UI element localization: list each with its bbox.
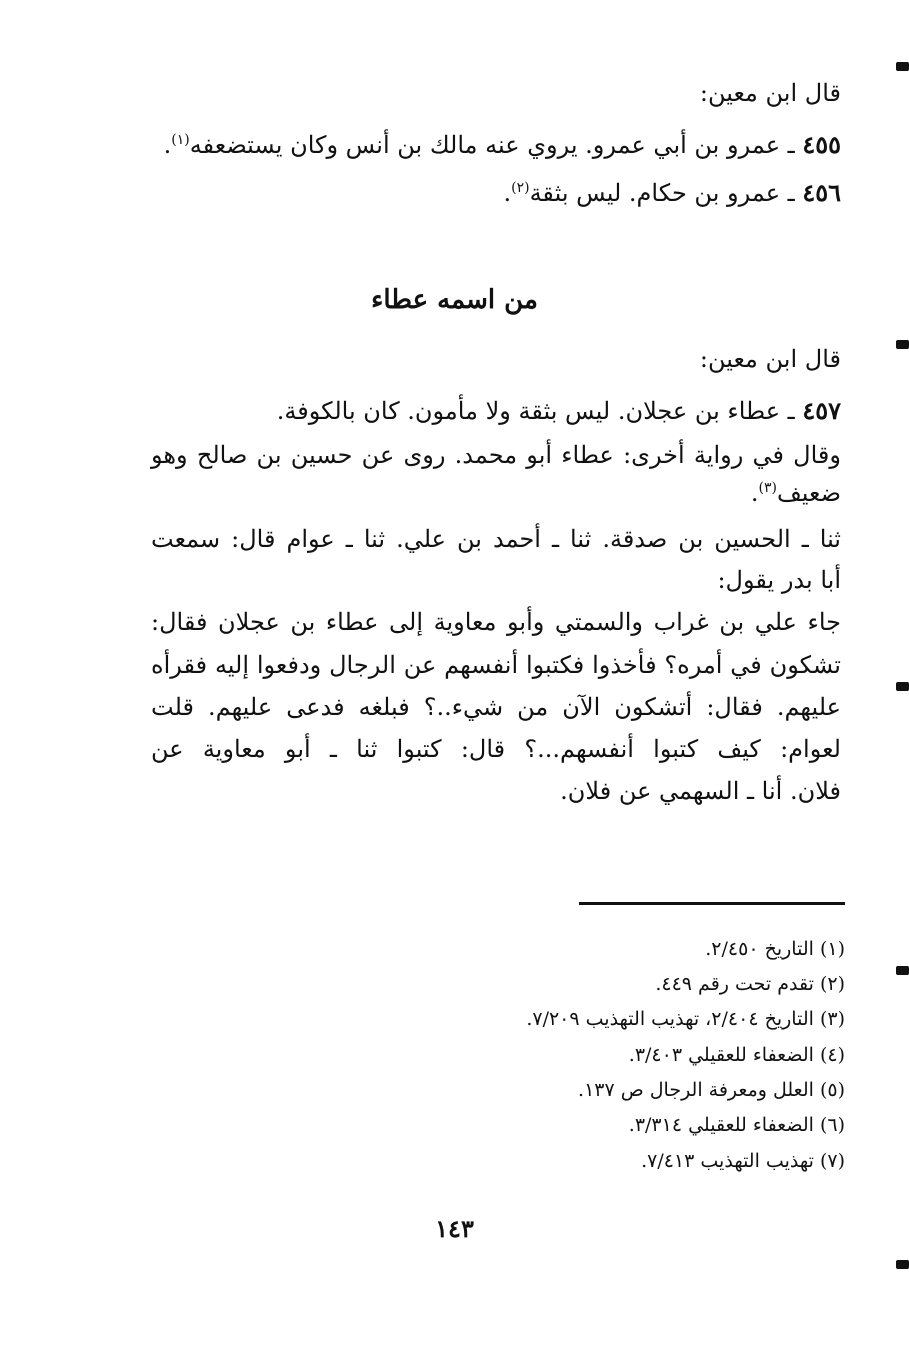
- footnote-text: الضعفاء للعقيلي ٣/٤٠٣.: [628, 1044, 814, 1066]
- footnote-number: (٣): [819, 1008, 845, 1030]
- footnote-number: (٢): [819, 973, 845, 995]
- entry-dash: ـ: [780, 131, 803, 159]
- entry-457: [151, 392, 841, 430]
- entry-end: .: [163, 131, 172, 159]
- footnote-marker: (٢): [511, 180, 530, 196]
- footnote-text: تقدم تحت رقم ٤٤٩.: [655, 973, 814, 995]
- footnote-1: [145, 934, 845, 964]
- body-line: لعوام: كيف كتبوا أنفسهم...؟ قال: كتبوا ثنا ـ أبو معاوية عن: [151, 735, 841, 763]
- footnote-marker: (١): [171, 132, 190, 148]
- edge-tab-mark: [896, 340, 909, 349]
- footnote-text: الضعفاء للعقيلي ٣/٣١٤.: [628, 1114, 814, 1136]
- intro-line-1: قال ابن معين:: [699, 79, 841, 107]
- footnote-number: (٦): [819, 1114, 845, 1136]
- intro-line-2: قال ابن معين:: [699, 345, 841, 373]
- footnote-2: [145, 969, 845, 999]
- entry-456: [151, 174, 841, 212]
- body-line: جاء علي بن غراب والسمتي وأبو معاوية إلى عطاء بن عجلان فقال:: [151, 608, 841, 636]
- footnote-5: [145, 1075, 845, 1105]
- entry-number: ٤٥٥: [802, 130, 841, 159]
- entry-455: [151, 126, 841, 164]
- footnote-text: العلل ومعرفة الرجال ص ١٣٧.: [578, 1079, 814, 1101]
- body-line: تشكون في أمره؟ فأخذوا فكتبوا أنفسهم عن الرجال ودفعوا إليه فقرأه: [151, 651, 841, 679]
- entry-text: عطاء بن عجلان. ليس بثقة ولا مأمون. كان بالكوفة.: [276, 397, 781, 425]
- footnote-text: تهذيب التهذيب ٧/٤١٣.: [641, 1150, 814, 1172]
- footnote-number: (٤): [819, 1044, 845, 1066]
- footnote-text: التاريخ ٢/٤٠٤، تهذيب التهذيب ٧/٢٠٩.: [526, 1008, 814, 1030]
- body-line-weak: [151, 474, 841, 512]
- weak-text: ضعيف: [776, 479, 841, 507]
- body-line: ثنا ـ الحسين بن صدقة. ثنا ـ أحمد بن علي. ثنا ـ عوام قال: سمعت: [151, 525, 841, 553]
- edge-tab-mark: [896, 1260, 909, 1269]
- footnote-7: [145, 1146, 845, 1176]
- footnote-number: (٧): [819, 1150, 845, 1172]
- footnote-6: [145, 1110, 845, 1140]
- footnote-number: (١): [819, 938, 845, 960]
- entry-end: .: [503, 179, 512, 207]
- edge-tab-mark: [896, 682, 909, 691]
- footnote-number: (٥): [819, 1079, 845, 1101]
- footnote-divider: [579, 902, 845, 905]
- entry-dash: ـ: [780, 179, 803, 207]
- entry-number: ٤٥٧: [802, 396, 841, 425]
- footnote-marker: (٣): [758, 480, 777, 496]
- entry-dash: ـ: [780, 397, 803, 425]
- footnote-text: التاريخ ٢/٤٥٠.: [705, 938, 814, 960]
- section-heading: من اسمه عطاء: [371, 285, 538, 315]
- entry-number: ٤٥٦: [802, 178, 841, 207]
- footnote-3: [145, 1004, 845, 1034]
- footnote-4: [145, 1040, 845, 1070]
- body-line: وقال في رواية أخرى: عطاء أبو محمد. روى عن حسين بن صالح وهو: [151, 441, 841, 469]
- page-number: ١٤٣: [435, 1214, 474, 1243]
- entry-text: عمرو بن أبي عمرو. يروي عنه مالك بن أنس وكان يستضعفه: [189, 131, 781, 159]
- edge-tab-mark: [896, 966, 909, 975]
- body-line: فلان. أنا ـ السهمي عن فلان.: [560, 777, 841, 805]
- body-line: أبا بدر يقول:: [717, 566, 841, 594]
- weak-end: .: [750, 479, 759, 507]
- edge-tab-mark: [896, 62, 909, 71]
- body-line: عليهم. فقال: أتشكون الآن من شيء..؟ فبلغه فدعى عليهم. قلت: [151, 693, 841, 721]
- entry-text: عمرو بن حكام. ليس بثقة: [529, 179, 781, 207]
